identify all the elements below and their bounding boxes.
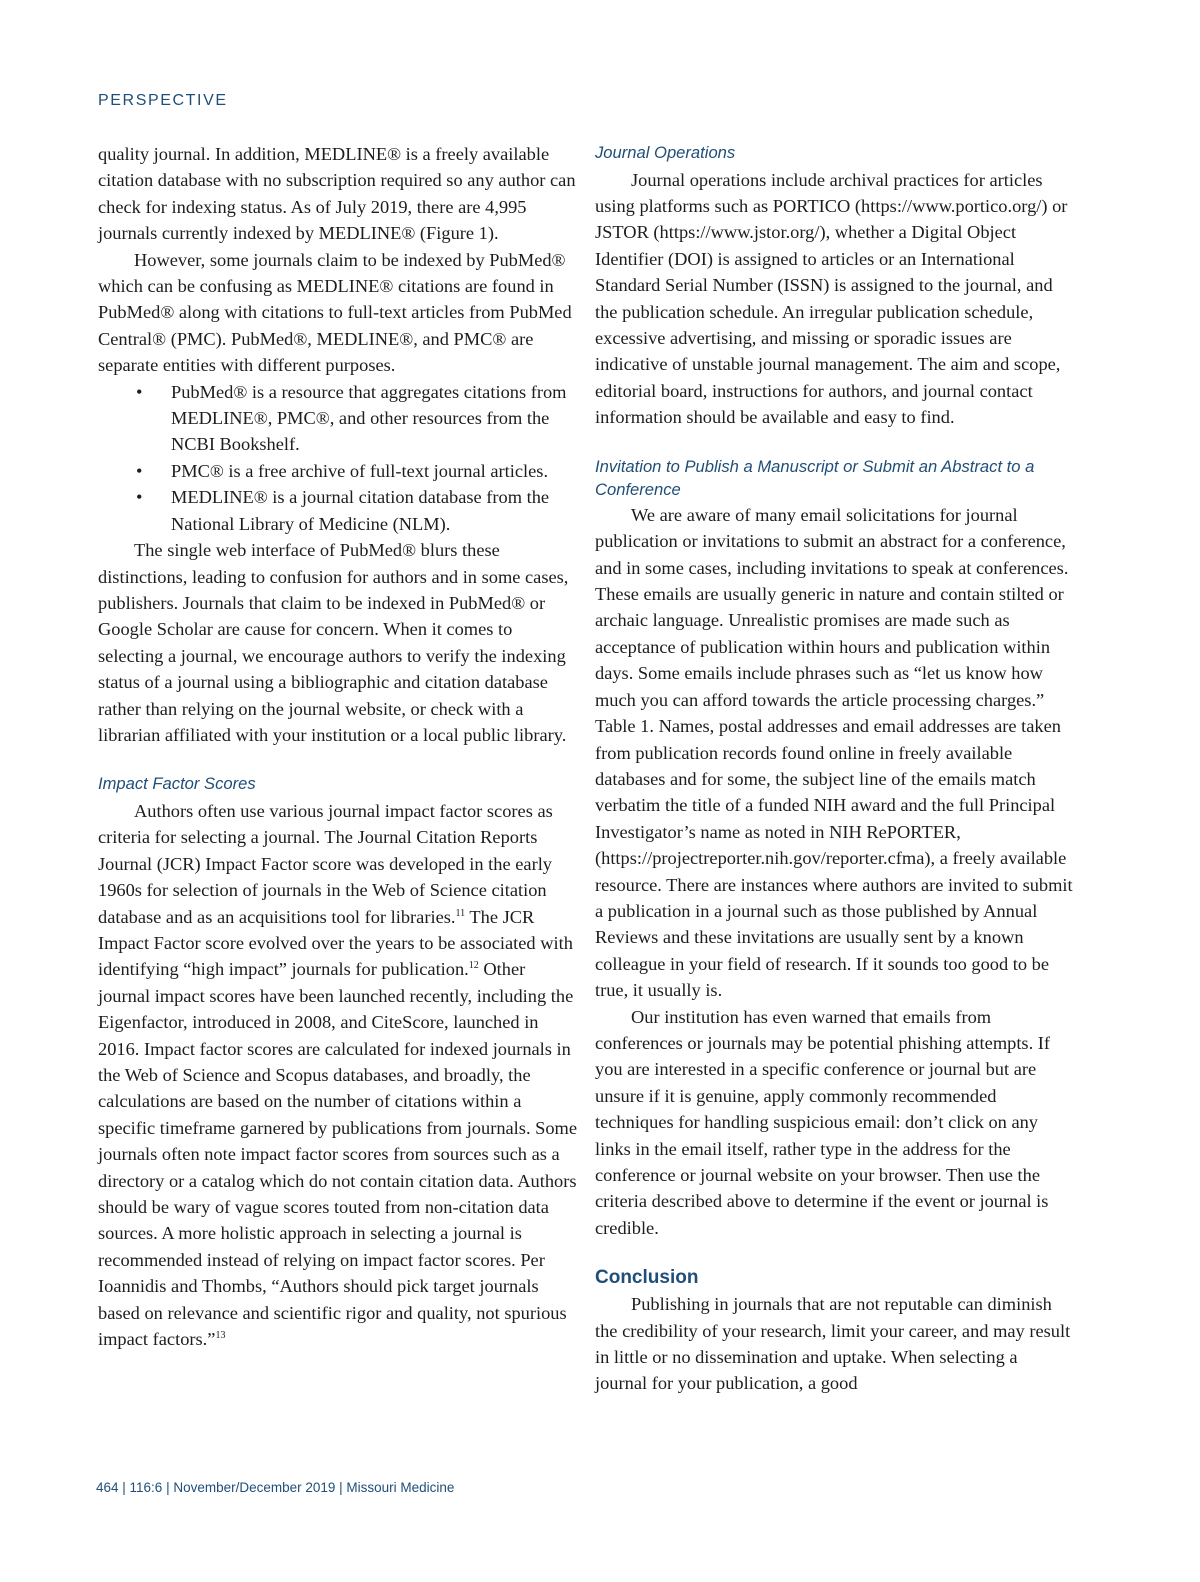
- page-footer: 464 | 116:6 | November/December 2019 | Missouri Medicine: [96, 1480, 455, 1495]
- list-item-text: PubMed® is a resource that aggregates citations from MEDLINE®, PMC®, and other resources from the NCBI Bookshelf.: [171, 381, 567, 455]
- left-column: [98, 141, 580, 1352]
- paragraph: quality journal. In addition, MEDLINE® is a freely available citation database with no subscription required so any author can check for indexing status. As of July 2019, there are 4,995 journals currently indexed by MEDLINE® (Figure 1).: [98, 144, 576, 244]
- paragraph: [98, 798, 580, 1353]
- citation-reference: 13: [215, 1330, 226, 1342]
- bullet-list: [98, 379, 580, 537]
- paragraph-text: Authors often use various journal impact factor scores as criteria for selecting a journal. The Journal Citation Reports Journal (JCR) Impact Factor score was developed in the early 1960s for selection of journals in the Web of Science citation database and as an acquisitions tool for libraries.: [98, 800, 553, 927]
- list-item: [98, 484, 580, 537]
- list-item-text: PMC® is a free archive of full-text journal articles.: [171, 460, 549, 481]
- conclusion-heading: Conclusion: [595, 1267, 699, 1289]
- list-item: [98, 379, 580, 458]
- section-heading: Impact Factor Scores: [98, 774, 256, 794]
- list-item: [98, 458, 580, 484]
- right-column: [595, 141, 1073, 1397]
- citation-reference: 12: [468, 960, 479, 972]
- list-item-text: MEDLINE® is a journal citation database from the National Library of Medicine (NLM).: [171, 487, 550, 534]
- paragraph: The single web interface of PubMed® blurs these distinctions, leading to confusion for authors and in some cases, publishers. Journals that claim to be indexed in PubMed® or Google Scholar are cause for concern. When it comes to selecting a journal, we encourage authors to verify the indexing status of a journal using a bibliographic and citation database rather than relying on the journal website, or check with a librarian affiliated with your institution or a local public library.: [98, 540, 569, 745]
- citation-reference: 11: [455, 907, 466, 919]
- paragraph: Our institution has even warned that emails from conferences or journals may be potential phishing attempts. If you are interested in a specific conference or journal but are unsure if it is genuine, apply commonly recommended techniques for handling suspicious email: don’t click on any links in the email itself, rather type in the address for the conference or journal website on your browser. Then use the criteria described above to determine if the event or journal is credible.: [595, 1006, 1051, 1238]
- bullet-icon: •: [136, 381, 143, 402]
- section-heading: Journal Operations: [595, 143, 736, 162]
- section-label: PERSPECTIVE: [98, 92, 228, 109]
- paragraph: We are aware of many email solicitations for journal publication or invitations to submit an abstract for a conference, and in some cases, including invitations to speak at conferences. These emails are usually generic in nature and contain stilted or archaic language. Unrealistic promises are made such as acceptance of publication within hours and publication within days. Some emails include phrases such as “let us know how much you can afford towards the article processing charges.” Table 1. Names, postal addresses and email addresses are taken from publication records found online in freely available databases and for some, the subject line of the emails match verbatim the title of a funded NIH award and the full Principal Investigator’s name as noted in NIH RePORTER, (https://projectreporter.nih.gov/reporter.cfma), a freely available resource. There are instances where authors are invited to submit a publication in a journal such as those published by Annual Reviews and these invitations are usually sent by a known colleague in your field of research. If it sounds too good to be true, it usually is.: [595, 504, 1073, 1001]
- paragraph: Journal operations include archival practices for articles using platforms such as PORTICO (https://www.portico.org/) or JSTOR (https://www.jstor.org/), whether a Digital Object Identifier (DOI) is assigned to articles or an International Standard Serial Number (ISSN) is assigned to the journal, and the publication schedule. An irregular publication schedule, excessive advertising, and missing or sporadic issues are indicative of unstable journal management. The aim and scope, editorial board, instructions for authors, and journal contact information should be available and easy to find.: [595, 169, 1068, 428]
- paragraph: Publishing in journals that are not reputable can diminish the credibility of your research, limit your career, and may result in little or no dissemination and uptake. When selecting a journal for your publication, a good: [595, 1294, 1071, 1394]
- paragraph: However, some journals claim to be indexed by PubMed® which can be confusing as MEDLINE® citations are found in PubMed® along with citations to full-text articles from PubMed Central® (PMC). PubMed®, MEDLINE®, and PMC® are separate entities with different purposes.: [98, 249, 572, 376]
- paragraph-text: Other journal impact scores have been launched recently, including the Eigenfactor, introduced in 2008, and CiteScore, launched in 2016. Impact factor scores are calculated for indexed journals in the Web of Science and Scopus databases, and broadly, the calculations are based on the number of citations within a specific timeframe garnered by publications from journals. Some journals often note impact factor scores from sources such as a directory or a catalog which do not contain citation data. Authors should be wary of vague scores touted from non-citation data sources. A more holistic approach in selecting a journal is recommended instead of relying on impact factor scores. Per Ioannidis and Thombs, “Authors should pick target journals based on relevance and scientific rigor and quality, not spurious impact factors.”: [98, 959, 578, 1350]
- bullet-icon: •: [136, 487, 143, 508]
- paragraph-text: The JCR Impact Factor score evolved over the years to be associated with identifying “high impact” journals for publication.: [98, 906, 573, 980]
- section-heading: Invitation to Publish a Manuscript or Submit an Abstract to a Conference: [595, 456, 1035, 500]
- bullet-icon: •: [136, 460, 143, 481]
